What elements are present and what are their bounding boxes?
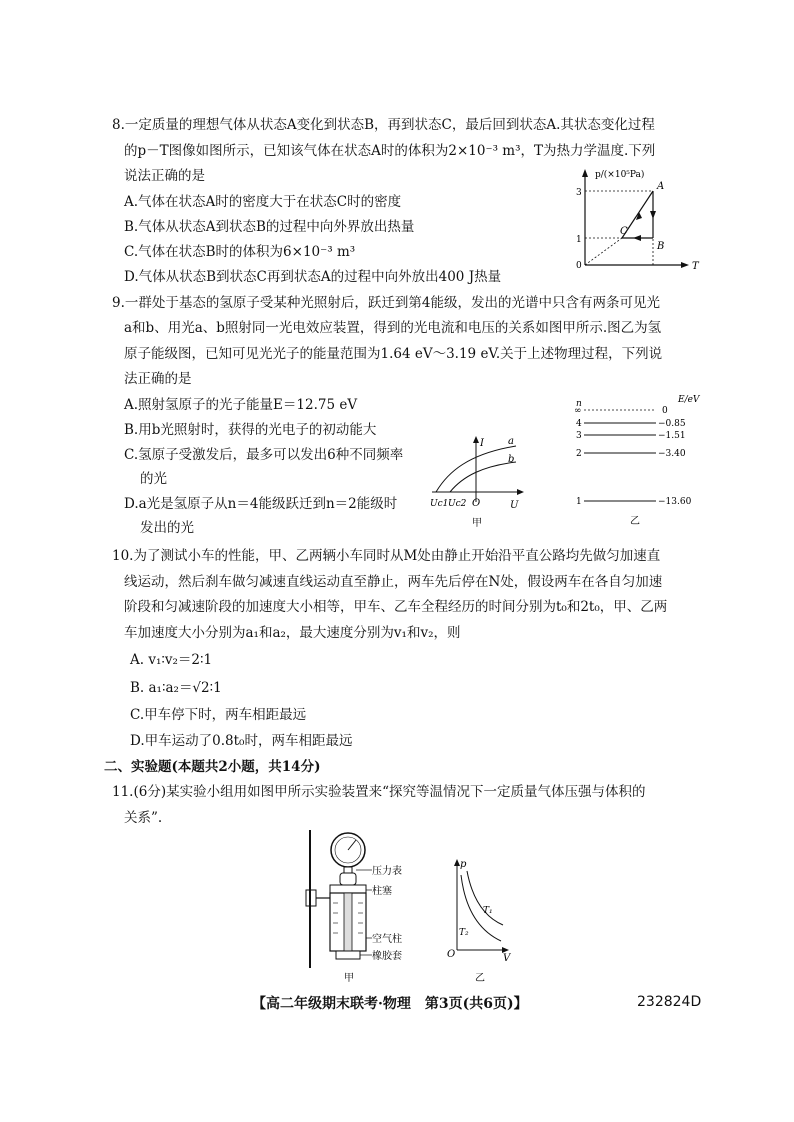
q8-graph-arrow-bc — [633, 235, 641, 241]
q11-gauge-connector — [340, 873, 356, 885]
q9-jia-y-label: I — [480, 438, 484, 449]
q9-fig-yi-energy-levels — [570, 392, 705, 527]
page-footer: 【高二年级期末联考·物理 第3页(共6页)】 — [252, 996, 528, 1012]
q8-graph-dash-origin — [585, 238, 622, 265]
q10-stem-line-2: 线运动，然后刹车做匀减速直线运动直至静止，两车先后停在N处，假设两车在各自匀加速 — [124, 574, 663, 590]
q9-stem-line-1: 9.一群处于基态的氢原子受某种光照射后，跃迁到第4能级，发出的光谱中只含有两条可见光 — [112, 295, 660, 311]
q9-jia-origin: O — [472, 498, 481, 509]
q11-gauge-neck — [344, 867, 352, 873]
q9-yi-n-4: 4 — [576, 419, 582, 429]
q9-option-d: D.a光是氢原子从n＝4能级跃迁到n＝2能级时 — [124, 496, 398, 512]
q9-yi-e-1: −13.60 — [658, 497, 692, 507]
q8-option-d: D.气体从状态B到状态C再到状态A的过程中向外放出400 J热量 — [124, 269, 502, 285]
q9-yi-n-1: 1 — [576, 497, 582, 507]
q8-stem-line-1: 8.一定质量的理想气体从状态A变化到状态B，再到状态C，最后回到状态A.其状态变化过程 — [112, 117, 655, 133]
section-2-heading: 二、实验题(本题共2小题，共14分) — [104, 759, 321, 775]
q8-graph-point-b: B — [657, 241, 665, 252]
q9-option-c: C.氢原子受激发后，最多可以发出6种不同频率 — [124, 447, 404, 463]
q9-jia-uc2: Uc2 — [448, 499, 467, 509]
q11-caption-jia: 甲 — [344, 973, 354, 984]
q8-graph-tick-1: 1 — [576, 235, 582, 245]
q8-graph-point-c: C — [620, 226, 628, 237]
q10-stem-line-1: 10.为了测试小车的性能，甲、乙两辆小车同时从M处由静止开始沿平直公路均先做匀加速直 — [112, 548, 661, 564]
q10-stem-line-3: 阶段和匀减速阶段的加速度大小相等，甲车、乙车全程经历的时间分别为t₀和2t₀，甲、乙两 — [124, 599, 668, 615]
q8-graph-arrow-ab — [650, 211, 656, 219]
q8-graph-y-arrow — [582, 169, 588, 177]
q11-label-pressure-gauge: 压力表 — [372, 866, 402, 877]
q9-stem-line-3: 原子能级图，已知可见光光子的能量范围为1.64 eV～3.19 eV.关于上述物理过程，下列说 — [124, 346, 663, 362]
q8-graph-y-label: p/(×10⁵Pa) — [595, 170, 645, 180]
q8-option-a: A.气体在状态A时的密度大于在状态C时的密度 — [124, 194, 402, 210]
q9-jia-i-arrow — [473, 436, 479, 443]
q9-jia-x-label: U — [510, 500, 519, 511]
q9-jia-label-b: b — [508, 454, 515, 465]
q10-option-d: D.甲车运动了0.8t₀时，两车相距最远 — [130, 733, 353, 749]
q9-option-d-cont: 发出的光 — [140, 520, 194, 536]
q9-stem-line-2: a和b、用光a、b照射同一光电效应装置，得到的光电流和电压的关系如图甲所示.图乙为氢 — [124, 320, 662, 336]
q11-gauge-needle — [348, 840, 356, 850]
q8-stem-line-2: 的p－T图像如图所示，已知该气体在状态A时的体积为2×10⁻³ m³，T为热力学温度.下列 — [124, 143, 656, 159]
q11-label-air-column: 空气柱 — [372, 934, 402, 945]
q9-yi-e-header: E/eV — [678, 395, 700, 405]
q8-graph-point-a: A — [657, 181, 665, 192]
q11-caption-yi: 乙 — [475, 973, 485, 984]
q9-jia-caption: 甲 — [472, 518, 482, 529]
q9-yi-e-3: −1.51 — [658, 431, 686, 441]
q9-option-b: B.用b光照射时，获得的光电子的初动能大 — [124, 422, 377, 438]
q11-yi-y-label: p — [460, 859, 467, 870]
q8-graph-tick-3: 3 — [576, 188, 582, 198]
q11-stem-line-2: 关系”. — [124, 810, 163, 826]
q8-graph-x-arrow — [681, 262, 689, 268]
q9-jia-uc1: Uc1 — [430, 499, 449, 509]
q10-option-b: B. a₁∶a₂＝√2∶1 — [130, 680, 222, 696]
q9-fig-jia — [428, 432, 533, 532]
q9-stem-line-4: 法正确的是 — [124, 371, 192, 387]
q9-yi-n-2: 2 — [576, 449, 582, 459]
q8-graph-x-label: T — [692, 261, 699, 272]
q11-label-plunger: 柱塞 — [372, 886, 392, 897]
q9-yi-e-2: −3.40 — [658, 449, 686, 459]
q11-plunger-rod — [344, 893, 352, 951]
q9-option-a: A.照射氢原子的光子能量E＝12.75 eV — [124, 397, 358, 413]
q9-yi-e-4: −0.85 — [658, 419, 686, 429]
q11-yi-x-label: V — [503, 953, 511, 964]
q11-yi-t1: T₁ — [483, 906, 493, 916]
q8-graph-origin: 0 — [576, 261, 582, 271]
q9-yi-caption: 乙 — [630, 516, 640, 527]
q11-plunger-top — [330, 885, 366, 893]
q11-yi-t2: T₂ — [459, 928, 469, 938]
q11-label-rubber-cap: 橡胶套 — [372, 951, 402, 962]
q8-option-b: B.气体从状态A到状态B的过程中向外界放出热量 — [124, 219, 415, 235]
q11-apparatus-jia — [300, 828, 425, 988]
q9-yi-n-header: n — [576, 399, 582, 409]
q9-jia-label-a: a — [508, 436, 514, 447]
q11-stem-line-1: 11.(6分)某实验小组用如图甲所示实验装置来“探究等温情况下一定质量气体压强与体积的 — [112, 784, 646, 800]
q11-graph-yi — [445, 855, 515, 988]
q11-rubber-cap — [336, 951, 360, 959]
q9-yi-n-3: 3 — [576, 431, 582, 441]
q9-yi-n-inf: ∞ — [574, 406, 582, 416]
q10-option-c: C.甲车停下时，两车相距最远 — [130, 707, 307, 723]
q9-jia-u-arrow — [517, 489, 524, 495]
q8-pt-graph — [565, 165, 700, 275]
q9-option-c-cont: 的光 — [140, 471, 167, 487]
q11-yi-origin: O — [447, 949, 456, 960]
paper-code: 232824D — [637, 994, 702, 1010]
q10-stem-line-4: 车加速度大小分别为a₁和a₂，最大速度分别为v₁和v₂，则 — [124, 625, 461, 641]
q11-yi-curve-t1 — [467, 871, 503, 925]
q10-option-a: A. v₁∶v₂＝2∶1 — [130, 652, 213, 668]
q8-option-c: C.气体在状态B时的体积为6×10⁻³ m³ — [124, 244, 356, 260]
q8-stem-line-3: 说法正确的是 — [124, 168, 205, 184]
q9-yi-e-inf: 0 — [662, 406, 668, 416]
